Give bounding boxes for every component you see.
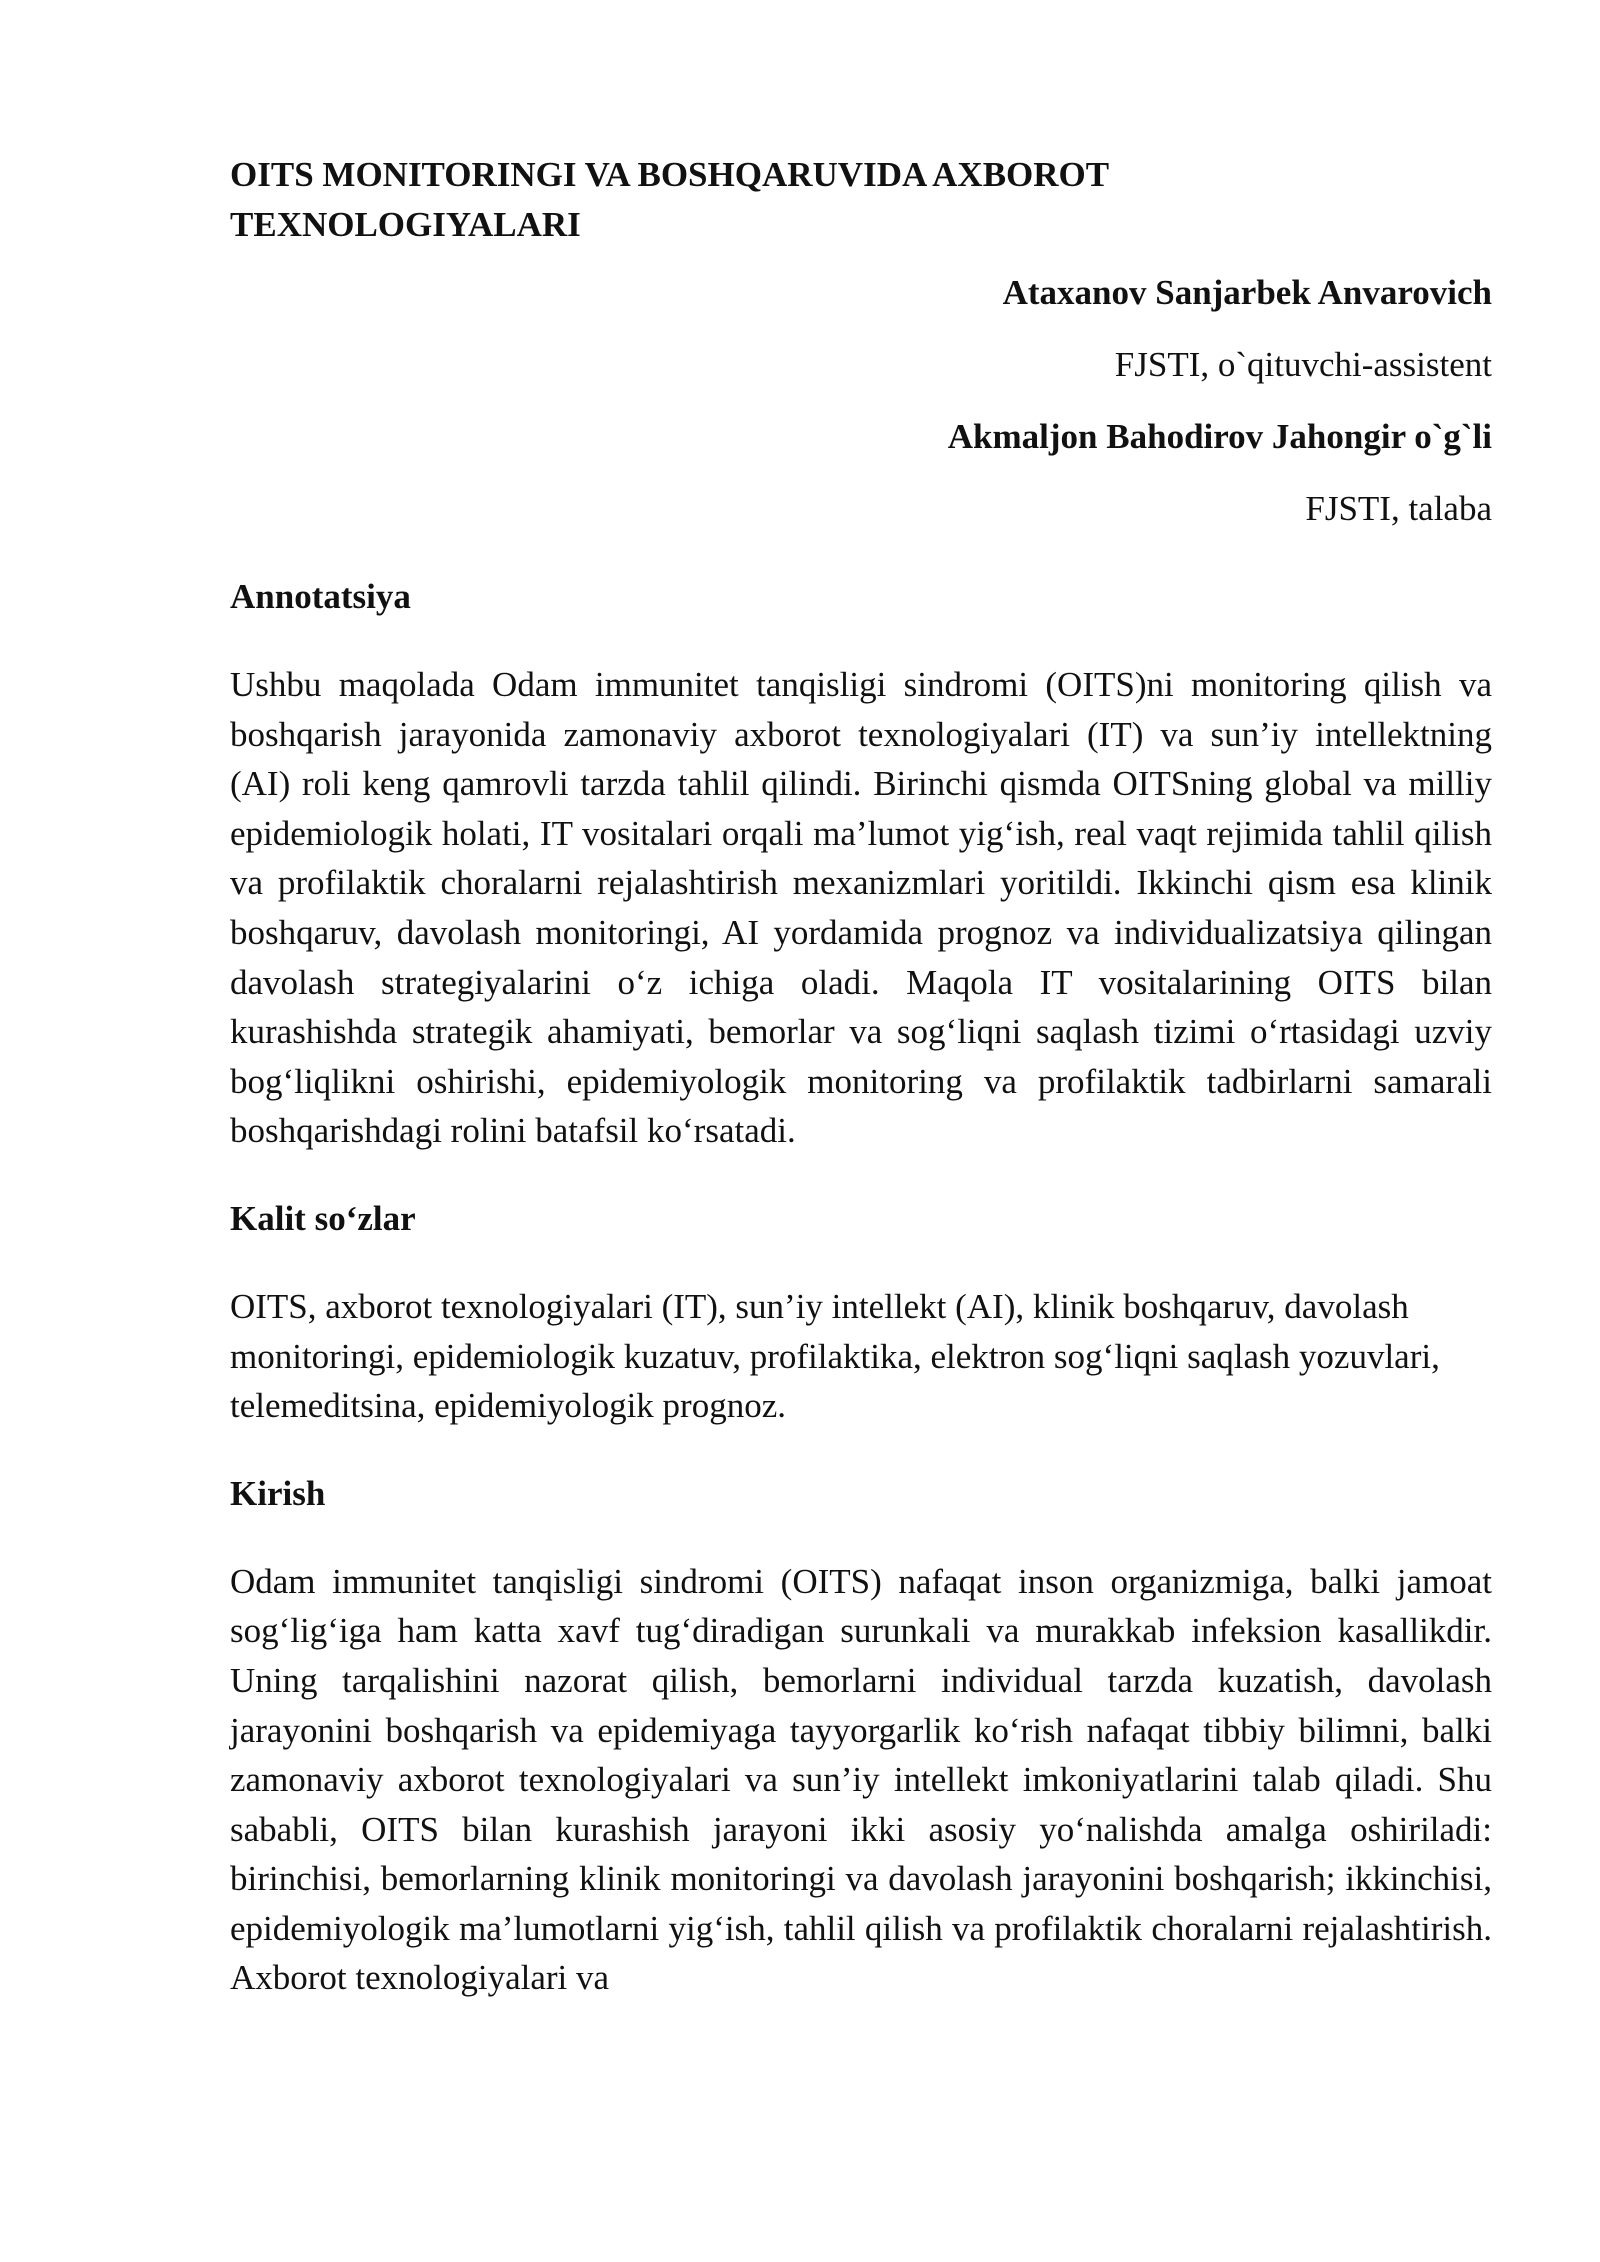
document-title: OITS MONITORINGI VA BOSHQARUVIDA AXBOROT TEXNOLOGIYALARI [230,155,1109,244]
section-heading-keywords: Kalit so‘zlar [230,1198,416,1238]
section-heading-introduction: Kirish [230,1473,326,1513]
author-affiliation: FJSTI, talaba [1305,489,1492,528]
document-page [230,150,1492,2003]
author-block [230,268,1492,534]
introduction-text: Odam immunitet tanqisligi sindromi (OITS) nafaqat inson organizmiga, balki jamoat sog‘lig‘iga ham katta xavf tug‘diradigan surunkali va murakkab infeksion kasallikdir. Uning tarqalishini nazorat qilish, bemorlarni individual tarzda kuzatish, davolash jarayonini boshqarish va epidemiyaga tayyorgarlik ko‘rish nafaqat tibbiy bilimni, balki zamonaviy axborot texnologiyalari va sun’iy intellekt imkoniyatlarini talab qiladi. Shu sababli, OITS bilan kurashish jarayoni ikki asosiy yo‘nalishda amalga oshiriladi: birinchisi, bemorlarning klinik monitoringi va davolash jarayonini boshqarish; ikkinchisi, epidemiyologik ma’lumotlarni yig‘ish, tahlil qilish va profilaktik choralarni rejalashtirish. Axborot texnologiyalari va [230,1561,1492,1998]
section-heading-abstract: Annotatsiya [230,577,411,616]
author-name: Akmaljon Bahodirov Jahongir o`g`li [947,417,1492,456]
abstract-text: Ushbu maqolada Odam immunitet tanqisligi sindromi (OITS)ni monitoring qilish va boshqarish jarayonida zamonaviy axborot texnologiyalari (IT) va sun’iy intellektning (AI) roli keng qamrovli tarzda tahlil qilindi. Birinchi qismda OITSning global va milliy epidemiologik holati, IT vositalari orqali ma’lumot yig‘ish, real vaqt rejimida tahlil qilish va profilaktik choralarni rejalashtirish mexanizmlari yoritildi. Ikkinchi qism esa klinik boshqaruv, davolash monitoringi, AI yordamida prognoz va individualizatsiya qilingan davolash strategiyalarini o‘z ichiga oladi. Maqola IT vositalarining OITS bilan kurashishda strategik ahamiyati, bemorlar va sog‘liqni saqlash tizimi o‘rtasidagi uzviy bog‘liqlikni oshirishi, epidemiyologik monitoring va profilaktik tadbirlarni samarali boshqarishdagi rolini batafsil ko‘rsatadi. [230,665,1492,1151]
keywords-text: OITS, axborot texnologiyalari (IT), sun’iy intellekt (AI), klinik boshqaruv, davolash monitoringi, epidemiologik kuzatuv, profilaktika, elektron sog‘liqni saqlash yozuvlari, telemeditsina, epidemiyologik prognoz. [230,1286,1440,1426]
author-name: Ataxanov Sanjarbek Anvarovich [1002,273,1492,312]
author-affiliation: FJSTI, o`qituvchi-assistent [1114,345,1492,384]
